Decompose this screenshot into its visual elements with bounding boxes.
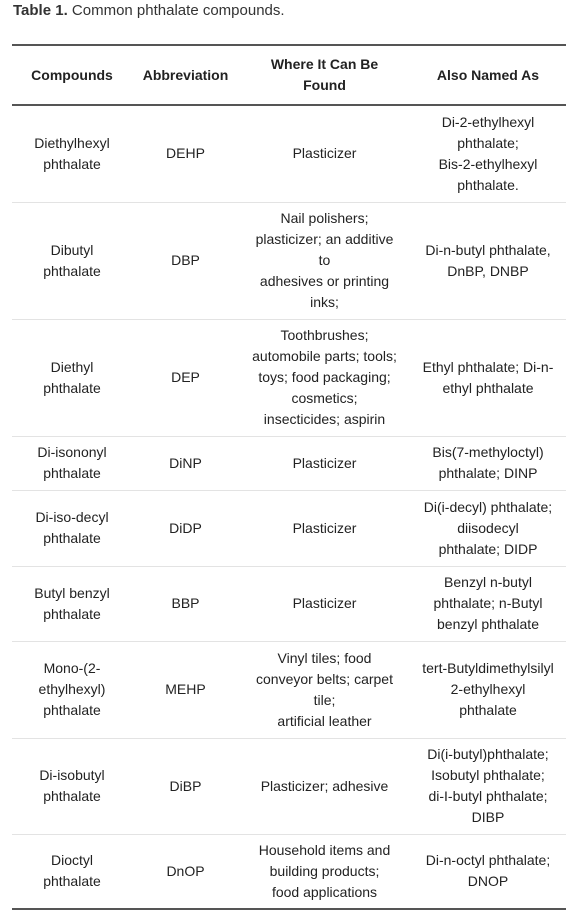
cell-compound: Di-isobutyl phthalate <box>39 767 105 804</box>
table-row <box>12 834 566 909</box>
cell-where-found: Plasticizer <box>292 454 357 471</box>
cell-compound: Dioctyl phthalate <box>43 852 101 890</box>
cell-also-named: Di(i-butyl)phthalate; Isobutyl phthalate; di-I-butyl phthalate; DIBP <box>427 746 549 825</box>
cell-also-named: Di-n-butyl phthalate, DnBP, DNBP <box>425 241 551 279</box>
cell-abbreviation: MEHP <box>165 681 206 697</box>
header-compounds: Compounds <box>31 66 113 83</box>
header-also-named: Also Named As <box>436 66 540 83</box>
cell-also-named: Di(i-decyl) phthalate; diisodecyl phthalate; DIDP <box>423 498 553 557</box>
header-abbreviation: Abbreviation <box>142 66 229 83</box>
cell-abbreviation: DBP <box>171 252 200 268</box>
cell-compound: Butyl benzyl phthalate <box>34 584 110 622</box>
header-row <box>12 45 566 105</box>
table-row <box>12 202 566 319</box>
cell-abbreviation: DiBP <box>169 777 202 794</box>
table-caption <box>13 2 285 20</box>
table-caption-text: Common phthalate compounds. <box>67 2 285 19</box>
cell-abbreviation: DnOP <box>166 862 205 879</box>
cell-where-found: Toothbrushes; automobile parts; tools; toys; food packaging; cosmetics; insecticides; aspirin <box>252 327 397 427</box>
cell-compound: Di-isononyl phthalate <box>37 444 107 481</box>
cell-compound: Dibutyl phthalate <box>43 241 101 279</box>
table-row <box>12 319 566 436</box>
cell-abbreviation: DiNP <box>169 454 202 471</box>
header-where-found: Where It Can Be Found <box>270 56 379 93</box>
cell-abbreviation: DEHP <box>166 145 205 162</box>
table-caption-label: Table 1. <box>13 2 68 19</box>
cell-compound: Diethyl phthalate <box>43 358 101 396</box>
table-row <box>12 738 566 834</box>
cell-where-found: Vinyl tiles; food conveyor belts; carpet tile; artificial leather <box>256 649 393 729</box>
table-row <box>12 641 566 738</box>
cell-also-named: Bis(7-methyloctyl) phthalate; DINP <box>432 444 544 481</box>
table-row <box>12 436 566 490</box>
cell-also-named: Ethyl phthalate; Di-n- ethyl phthalate <box>422 358 554 396</box>
cell-compound: Di-iso-decyl phthalate <box>35 509 109 546</box>
table-row <box>12 490 566 566</box>
cell-where-found: Nail polishers; plasticizer; an additive to adhesives or printing inks; <box>255 210 394 310</box>
cell-where-found: Plasticizer; adhesive <box>260 777 389 794</box>
table-row <box>12 105 566 202</box>
cell-where-found: Household items and building products; food applications <box>258 841 391 900</box>
cell-where-found: Plasticizer <box>292 145 357 162</box>
cell-abbreviation: DEP <box>171 369 200 385</box>
cell-compound: Diethylhexyl phthalate <box>34 134 110 172</box>
cell-abbreviation: BBP <box>171 595 200 611</box>
phthalate-table <box>12 44 566 910</box>
cell-also-named: tert-Butyldimethylsilyl 2-ethylhexyl phthalate <box>422 660 554 718</box>
cell-where-found: Plasticizer <box>292 519 357 536</box>
cell-where-found: Plasticizer <box>292 595 357 611</box>
cell-also-named: Di-2-ethylhexyl phthalate; Bis-2-ethylhexyl phthalate. <box>438 113 538 193</box>
cell-compound: Mono-(2- ethylhexyl) phthalate <box>38 660 106 718</box>
table-row <box>12 566 566 641</box>
table-header <box>12 45 566 105</box>
cell-also-named: Benzyl n-butyl phthalate; n-Butyl benzyl phthalate <box>433 574 543 632</box>
cell-also-named: Di-n-octyl phthalate; DNOP <box>425 852 551 890</box>
cell-abbreviation: DiDP <box>169 519 202 536</box>
table-body <box>12 105 566 909</box>
